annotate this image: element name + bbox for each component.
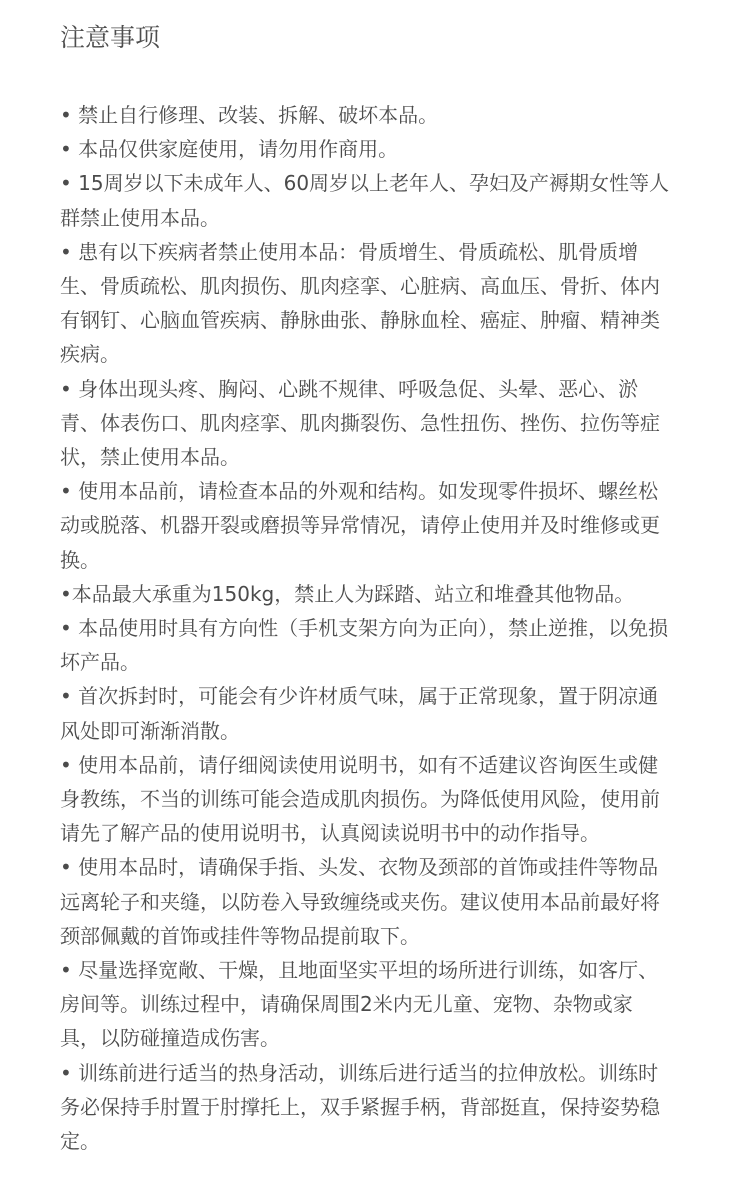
note-item: • 15周岁以下未成年人、60周岁以上老年人、孕妇及产褥期女性等人群禁止使用本品。 (60, 171, 670, 230)
note-item: • 患有以下疾病者禁止使用本品：骨质增生、骨质疏松、肌骨质增生、骨质疏松、肌肉损伤、肌肉痉挛、心脏病、高血压、骨折、体内有钢钉、心脑血管疾病、静脉曲张、静脉血栓、癌症、肿瘤、精神类疾病。 (60, 239, 660, 367)
note-item: • 首次拆封时，可能会有少许材质气味，属于正常现象，置于阴凉通风处即可渐渐消散。 (60, 684, 659, 743)
notice-document (60, 20, 670, 1158)
note-item: • 本品仅供家庭使用，请勿用作商用。 (60, 137, 399, 162)
note-item: • 使用本品时，请确保手指、头发、衣物及颈部的首饰或挂件等物品远离轮子和夹缝，以防卷入导致缠绕或夹伤。建议使用本品前最好将颈部佩戴的首饰或挂件等物品提前取下。 (60, 855, 660, 948)
note-item: • 尽量选择宽敞、干燥，且地面坚实平坦的场所进行训练，如客厅、房间等。训练过程中，请确保周围2米内无儿童、宠物、杂物或家具，以防碰撞造成伤害。 (60, 958, 659, 1051)
note-item: • 本品使用时具有方向性（手机支架方向为正向），禁止逆推，以免损坏产品。 (60, 616, 669, 675)
note-item: • 使用本品前，请仔细阅读使用说明书，如有不适建议咨询医生或健身教练，不当的训练可能会造成肌肉损伤。为降低使用风险，使用前请先了解产品的使用说明书，认真阅读说明书中的动作指导。 (60, 752, 660, 846)
note-item: • 禁止自行修理、改装、拆解、破坏本品。 (60, 103, 439, 127)
note-item: • 身体出现头疼、胸闷、心跳不规律、呼吸急促、头晕、恶心、淤青、体表伤口、肌肉痉挛、肌肉撕裂伤、急性扭伤、挫伤、拉伤等症状，禁止使用本品。 (60, 376, 660, 470)
notes-list (60, 98, 670, 1158)
note-item: •本品最大承重为150kg，禁止人为踩踏、站立和堆叠其他物品。 (60, 581, 635, 606)
note-item: • 使用本品前，请检查本品的外观和结构。如发现零件损坏、螺丝松动或脱落、机器开裂或磨损等异常情况，请停止使用并及时维修或更换。 (60, 479, 660, 572)
page-title: 注意事项 (60, 23, 161, 52)
note-item: • 训练前进行适当的热身活动，训练后进行适当的拉伸放松。训练时务必保持手肘置于肘撑托上，双手紧握手柄，背部挺直，保持姿势稳定。 (60, 1060, 660, 1154)
